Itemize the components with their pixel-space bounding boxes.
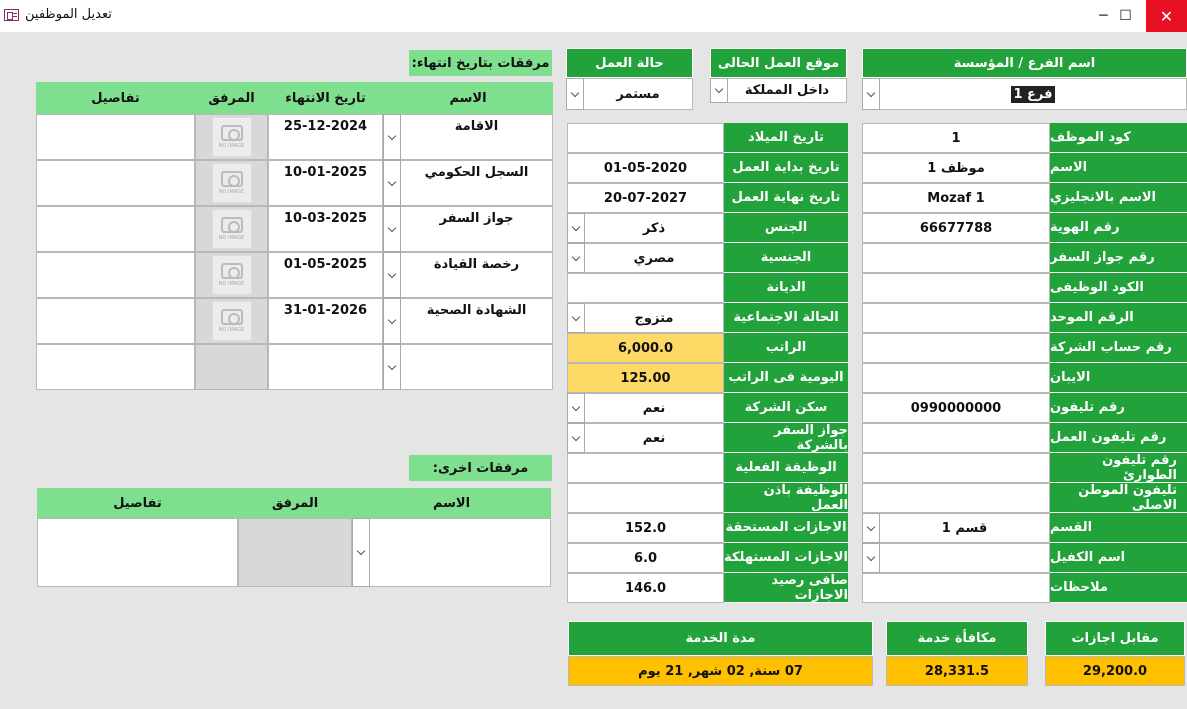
- field-value[interactable]: [862, 363, 1050, 393]
- field-label: ملاحظات: [1050, 573, 1187, 603]
- field-label: القسم: [1050, 513, 1187, 543]
- field-label: الاجازات المستهلكة: [724, 543, 848, 573]
- field-label: الكود الوظيفى: [1050, 273, 1187, 303]
- field-dropdown[interactable]: [567, 243, 585, 273]
- field-value[interactable]: 146.0: [567, 573, 724, 603]
- field-value[interactable]: [862, 333, 1050, 363]
- location-field[interactable]: داخل المملكة: [727, 78, 847, 103]
- other-attachments-title: مرفقات اخرى:: [409, 455, 552, 481]
- chevron-down-icon: [867, 88, 875, 96]
- branch-field[interactable]: [879, 78, 1187, 110]
- attachment-details[interactable]: [36, 114, 195, 160]
- no-image-icon: [212, 117, 252, 157]
- attachment-name-dropdown[interactable]: [383, 160, 401, 206]
- status-field[interactable]: مستمر: [583, 78, 693, 110]
- field-value[interactable]: 6,000.0: [567, 333, 724, 363]
- field-dropdown[interactable]: [567, 303, 585, 333]
- expiry-date[interactable]: 25-12-2024: [268, 114, 383, 160]
- field-value[interactable]: [567, 123, 724, 153]
- field-value[interactable]: [567, 483, 724, 513]
- field-dropdown[interactable]: [862, 543, 880, 573]
- field-label: الراتب: [724, 333, 848, 363]
- field-label: الوظيفة باذن العمل: [724, 483, 848, 513]
- attachment-name-dropdown[interactable]: [383, 252, 401, 298]
- no-image-text: NO IMAGE: [218, 235, 245, 241]
- no-image-icon: [212, 301, 252, 341]
- field-dropdown[interactable]: [862, 513, 880, 543]
- attachment-image[interactable]: [195, 160, 268, 206]
- expiry-attachments-title: مرفقات بتاريخ انتهاء:: [409, 50, 552, 76]
- field-label: رقم تليفون الطوارئ: [1050, 453, 1187, 483]
- expiry-date[interactable]: 10-03-2025: [268, 206, 383, 252]
- branch-value: فرع 1: [1013, 86, 1053, 102]
- field-label: رقم تليفون: [1050, 393, 1187, 423]
- maximize-button[interactable]: ☐: [1119, 8, 1132, 24]
- field-value[interactable]: نعم: [584, 393, 724, 423]
- field-label: تليفون الموطن الاصلى: [1050, 483, 1187, 513]
- attachment-name[interactable]: الاقامة: [400, 114, 553, 160]
- attachment-image[interactable]: [195, 252, 268, 298]
- other-attachment-field[interactable]: [238, 518, 352, 587]
- field-value[interactable]: [862, 483, 1050, 513]
- field-value[interactable]: [567, 273, 724, 303]
- field-value[interactable]: 6.0: [567, 543, 724, 573]
- field-label: كود الموظف: [1050, 123, 1187, 153]
- other-header-name: الاسم: [352, 488, 551, 518]
- field-label: الحالة الاجتماعية: [724, 303, 848, 333]
- location-dropdown[interactable]: [710, 78, 728, 103]
- expiry-header-details: تفاصيل: [36, 82, 195, 114]
- field-value[interactable]: 66677788: [862, 213, 1050, 243]
- chevron-down-icon: [357, 547, 365, 555]
- attachment-details[interactable]: [36, 160, 195, 206]
- title-bar: [0, 0, 1187, 32]
- chevron-down-icon: [572, 432, 580, 440]
- attachment-details[interactable]: [36, 344, 195, 390]
- field-label: الاسم بالانجليزي: [1050, 183, 1187, 213]
- no-image-text: NO IMAGE: [218, 143, 245, 149]
- expiry-date[interactable]: 01-05-2025: [268, 252, 383, 298]
- field-value[interactable]: مصري: [584, 243, 724, 273]
- camera-icon: [221, 309, 243, 325]
- field-label: الديانة: [724, 273, 848, 303]
- field-dropdown[interactable]: [567, 423, 585, 453]
- attachment-image[interactable]: [195, 298, 268, 344]
- field-label: الجنس: [724, 213, 848, 243]
- attachment-name[interactable]: جواز السفر: [400, 206, 553, 252]
- field-label: صافى رصيد الاجازات: [724, 573, 848, 603]
- other-header-details: تفاصيل: [37, 488, 238, 518]
- chevron-down-icon: [571, 88, 579, 96]
- expiry-date[interactable]: 10-01-2025: [268, 160, 383, 206]
- status-label: حالة العمل: [566, 48, 693, 78]
- camera-icon: [221, 217, 243, 233]
- attachment-name-dropdown[interactable]: [383, 298, 401, 344]
- no-image-icon: [212, 255, 252, 295]
- field-value[interactable]: 1: [862, 123, 1050, 153]
- chevron-down-icon: [572, 222, 580, 230]
- field-dropdown[interactable]: [567, 393, 585, 423]
- no-image-text: NO IMAGE: [218, 327, 245, 333]
- no-image-icon: [212, 163, 252, 203]
- field-value[interactable]: متزوج: [584, 303, 724, 333]
- expiry-header-name: الاسم: [383, 82, 553, 114]
- camera-icon: [221, 125, 243, 141]
- service-bonus-label: مكافأة خدمة: [886, 621, 1028, 656]
- field-value[interactable]: قسم 1: [879, 513, 1050, 543]
- attachment-details[interactable]: [36, 252, 195, 298]
- form-icon: [4, 9, 19, 21]
- chevron-down-icon: [388, 223, 396, 231]
- no-image-text: NO IMAGE: [218, 281, 245, 287]
- branch-dropdown[interactable]: [862, 78, 880, 110]
- field-label: اسم الكفيل: [1050, 543, 1187, 573]
- field-value[interactable]: [862, 243, 1050, 273]
- expiry-header-attachment: المرفق: [195, 82, 268, 114]
- attachment-name[interactable]: السجل الحكومي: [400, 160, 553, 206]
- expiry-date[interactable]: [268, 344, 383, 390]
- service-duration-value: 07 سنة, 02 شهر, 21 يوم: [568, 656, 873, 686]
- field-label: تاريخ نهاية العمل: [724, 183, 848, 213]
- other-details-field[interactable]: [37, 518, 238, 587]
- field-label: تاريخ بداية العمل: [724, 153, 848, 183]
- field-label: رقم حساب الشركة: [1050, 333, 1187, 363]
- field-label: الجنسية: [724, 243, 848, 273]
- field-value[interactable]: 20-07-2027: [567, 183, 724, 213]
- attachment-name[interactable]: رخصة القيادة: [400, 252, 553, 298]
- field-value[interactable]: Mozaf 1: [862, 183, 1050, 213]
- field-label: سكن الشركة: [724, 393, 848, 423]
- field-label: رقم جواز السفر: [1050, 243, 1187, 273]
- expiry-header-date: تاريخ الانتهاء: [268, 82, 383, 114]
- vacation-pay-label: مقابل اجازات: [1045, 621, 1185, 656]
- service-duration-label: مدة الخدمة: [568, 621, 873, 656]
- attachment-image[interactable]: [195, 344, 268, 390]
- field-value[interactable]: [862, 453, 1050, 483]
- attachment-image[interactable]: [195, 206, 268, 252]
- field-label: الاجازات المستحقة: [724, 513, 848, 543]
- chevron-down-icon: [572, 312, 580, 320]
- service-bonus-value: 28,331.5: [886, 656, 1028, 686]
- field-label: جواز السفر بالشركة: [724, 423, 848, 453]
- field-label: الايبان: [1050, 363, 1187, 393]
- chevron-down-icon: [715, 85, 723, 93]
- status-dropdown[interactable]: [566, 78, 584, 110]
- attachment-details[interactable]: [36, 298, 195, 344]
- chevron-down-icon: [388, 269, 396, 277]
- attachment-name-dropdown[interactable]: [383, 344, 401, 390]
- chevron-down-icon: [572, 252, 580, 260]
- attachment-name[interactable]: [400, 344, 553, 390]
- field-value[interactable]: 152.0: [567, 513, 724, 543]
- chevron-down-icon: [388, 177, 396, 185]
- vacation-pay-value: 29,200.0: [1045, 656, 1185, 686]
- field-label: الاسم: [1050, 153, 1187, 183]
- field-value[interactable]: [862, 273, 1050, 303]
- field-value[interactable]: 125.00: [567, 363, 724, 393]
- camera-icon: [221, 171, 243, 187]
- field-value[interactable]: ذكر: [584, 213, 724, 243]
- camera-icon: [221, 263, 243, 279]
- field-value[interactable]: 0990000000: [862, 393, 1050, 423]
- other-name-dropdown[interactable]: [352, 518, 370, 587]
- chevron-down-icon: [867, 552, 875, 560]
- close-button[interactable]: ✕: [1146, 0, 1187, 32]
- attachment-name-dropdown[interactable]: [383, 206, 401, 252]
- field-dropdown[interactable]: [567, 213, 585, 243]
- chevron-down-icon: [388, 315, 396, 323]
- attachment-details[interactable]: [36, 206, 195, 252]
- attachment-name[interactable]: الشهادة الصحية: [400, 298, 553, 344]
- field-label: الرقم الموحد: [1050, 303, 1187, 333]
- attachment-image[interactable]: [195, 114, 268, 160]
- no-image-icon: [212, 209, 252, 249]
- window-title: تعديل الموظفين: [25, 7, 112, 22]
- field-value[interactable]: نعم: [584, 423, 724, 453]
- field-label: اليومية فى الراتب: [724, 363, 848, 393]
- chevron-down-icon: [867, 522, 875, 530]
- location-label: موقع العمل الحالى: [710, 48, 847, 78]
- field-value[interactable]: [862, 423, 1050, 453]
- no-image-text: NO IMAGE: [218, 189, 245, 195]
- field-label: الوظيفة الفعلية: [724, 453, 848, 483]
- field-label: تاريخ الميلاد: [724, 123, 848, 153]
- field-value[interactable]: [862, 303, 1050, 333]
- field-label: رقم الهوية: [1050, 213, 1187, 243]
- other-name-field[interactable]: [369, 518, 551, 587]
- attachment-name-dropdown[interactable]: [383, 114, 401, 160]
- chevron-down-icon: [572, 402, 580, 410]
- field-value[interactable]: [567, 453, 724, 483]
- field-value[interactable]: [862, 573, 1050, 603]
- minimize-button[interactable]: ─: [1099, 8, 1108, 24]
- expiry-date[interactable]: 31-01-2026: [268, 298, 383, 344]
- field-value[interactable]: موظف 1: [862, 153, 1050, 183]
- field-label: رقم تليفون العمل: [1050, 423, 1187, 453]
- branch-label: اسم الفرع / المؤسسة: [862, 48, 1187, 78]
- chevron-down-icon: [388, 361, 396, 369]
- chevron-down-icon: [388, 131, 396, 139]
- field-value[interactable]: 01-05-2020: [567, 153, 724, 183]
- other-header-attachment: المرفق: [238, 488, 352, 518]
- field-value[interactable]: [879, 543, 1050, 573]
